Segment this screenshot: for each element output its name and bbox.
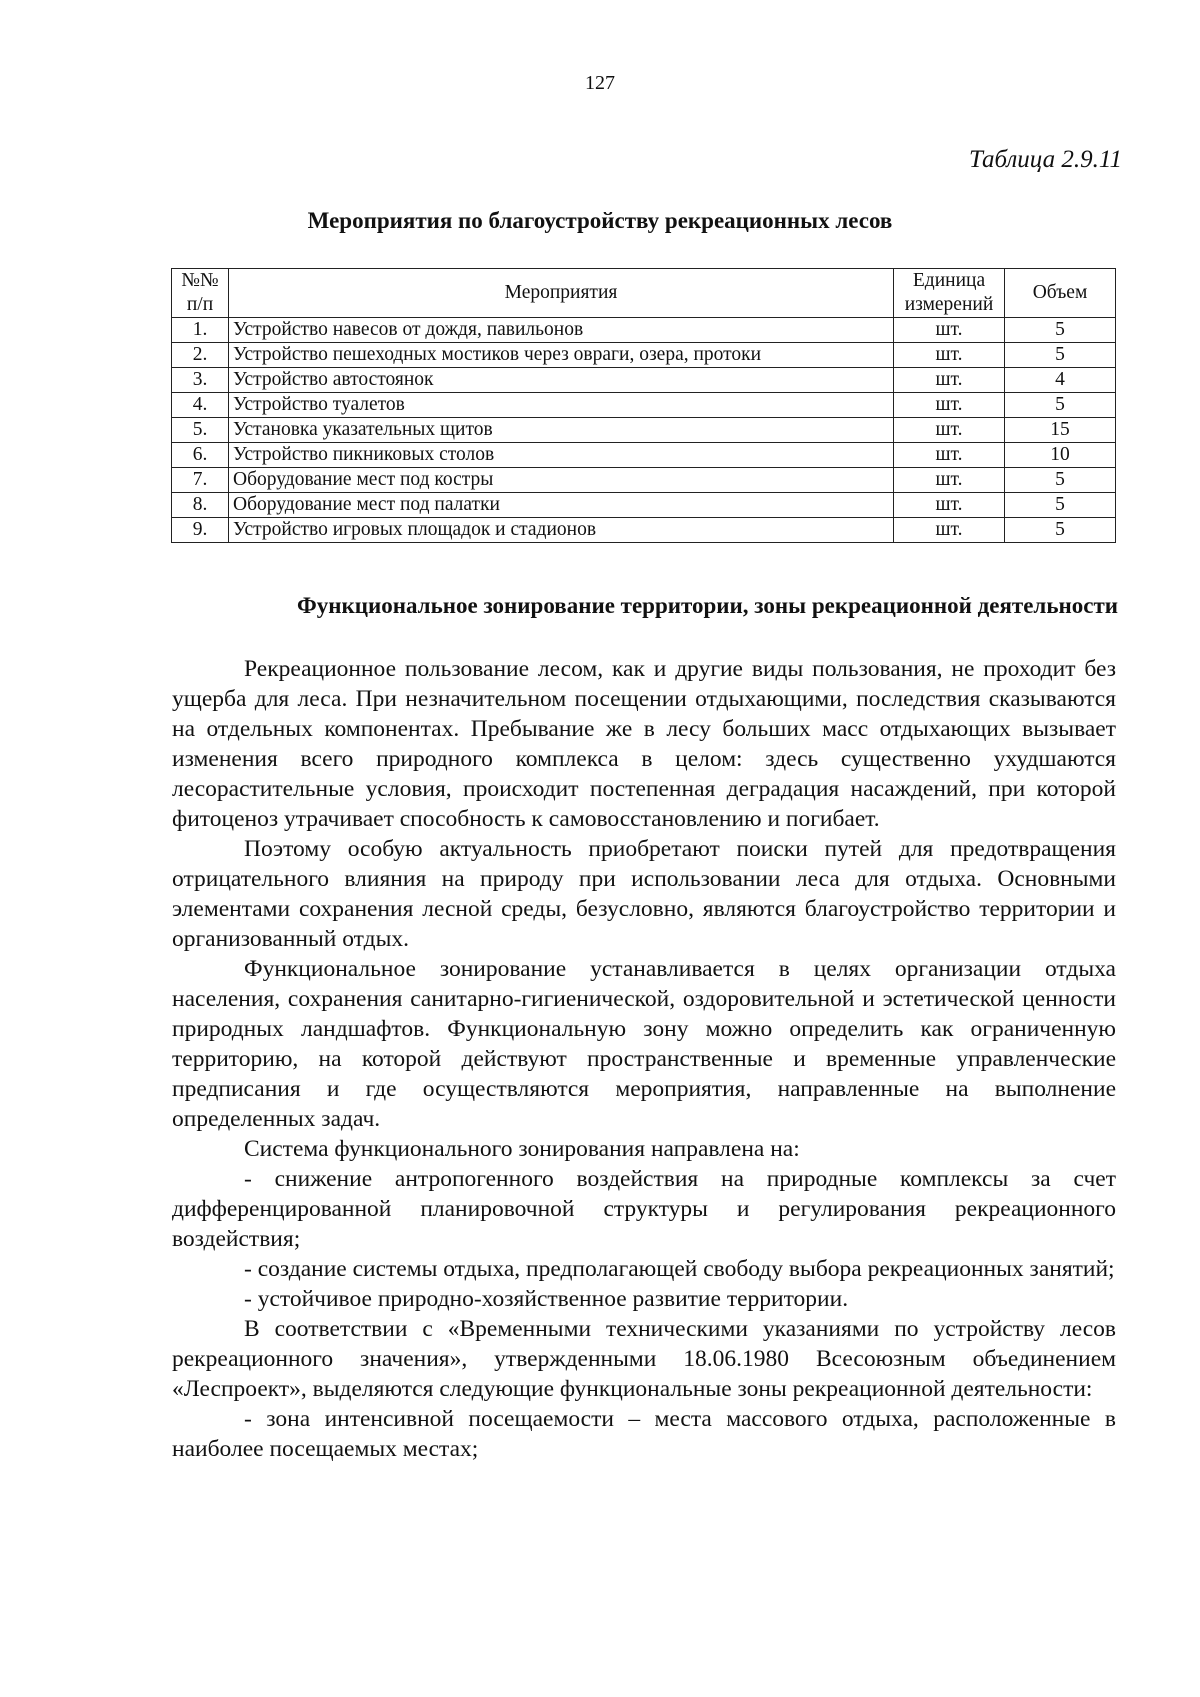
table-row xyxy=(172,393,1116,418)
row-number: 2. xyxy=(172,343,229,368)
row-unit: шт. xyxy=(894,493,1005,518)
table-row xyxy=(172,518,1116,543)
row-volume: 5 xyxy=(1005,468,1116,493)
paragraph: Поэтому особую актуальность приобретают поиски путей для предотвращения отрицательного влияния на природу при использовании леса для отдыха. Основными элементами сохранения лесной среды, безусловно, являются благоустройство территории и организованный отдых. xyxy=(172,836,1116,952)
header-number-line2: п/п xyxy=(186,294,214,315)
row-name: Устройство туалетов xyxy=(229,393,894,418)
activities-table xyxy=(171,268,1116,543)
paragraph: В соответствии с «Временными техническими указаниями по устройству лесов рекреационного значения», утвержденными 18.06.1980 Всесоюзным объединением «Леспроект», выделяются следующие функциональные зоны рекреационной деятельности: xyxy=(172,1316,1116,1402)
row-volume: 10 xyxy=(1005,443,1116,468)
row-name: Устройство пешеходных мостиков через овраги, озера, протоки xyxy=(229,343,894,368)
row-name: Устройство игровых площадок и стадионов xyxy=(229,518,894,543)
row-name: Устройство пикниковых столов xyxy=(229,443,894,468)
row-number: 9. xyxy=(172,518,229,543)
row-volume: 4 xyxy=(1005,368,1116,393)
header-unit-line2: измерений xyxy=(904,294,994,315)
row-name: Оборудование мест под костры xyxy=(229,468,894,493)
table-caption: Таблица 2.9.11 xyxy=(968,146,1122,173)
paragraph: Рекреационное пользование лесом, как и другие виды пользования, не проходит без ущерба для леса. При незначительном посещении отдыхающими, последствия сказываются на отдельных компонентах. Пребывание же в лесу больших масс отдыхающих вызывает изменения всего природного комплекса в целом: здесь существенно ухудшаются лесорастительные условия, происходит постепенная деградация насаждений, при которой фитоценоз утрачивает способность к самовосстановлению и погибает. xyxy=(172,656,1116,832)
row-name: Устройство навесов от дождя, павильонов xyxy=(229,318,894,343)
row-name: Устройство автостоянок xyxy=(229,368,894,393)
row-name: Оборудование мест под палатки xyxy=(229,493,894,518)
table-row xyxy=(172,343,1116,368)
row-volume: 15 xyxy=(1005,418,1116,443)
body-text xyxy=(172,654,1116,1464)
paragraph: Функциональное зонирование устанавливается в целях организации отдыха населения, сохранения санитарно-гигиенической, оздоровительной и эстетической ценности природных ландшафтов. Функциональную зону можно определить как ограниченную территорию, на которой действуют пространственные и временные управленческие предписания и где осуществляются мероприятия, направленные на выполнение определенных задач. xyxy=(172,956,1116,1132)
row-number: 4. xyxy=(172,393,229,418)
header-number-line1: №№ xyxy=(181,270,219,291)
row-unit: шт. xyxy=(894,368,1005,393)
row-name: Установка указательных щитов xyxy=(229,418,894,443)
table-row xyxy=(172,318,1116,343)
header-name: Мероприятия xyxy=(229,269,894,318)
table-title: Мероприятия по благоустройству рекреационных лесов xyxy=(307,208,893,233)
table-row xyxy=(172,468,1116,493)
row-volume: 5 xyxy=(1005,318,1116,343)
table-row xyxy=(172,443,1116,468)
header-unit xyxy=(894,269,1005,318)
table-row xyxy=(172,368,1116,393)
row-number: 1. xyxy=(172,318,229,343)
list-item: - устойчивое природно-хозяйственное развитие территории. xyxy=(244,1286,849,1312)
row-volume: 5 xyxy=(1005,393,1116,418)
header-number xyxy=(172,269,229,318)
page-number: 127 xyxy=(585,72,615,94)
header-unit-line1: Единица xyxy=(912,270,986,291)
list-item: - зона интенсивной посещаемости – места массового отдыха, расположенные в наиболее посещаемых местах; xyxy=(172,1406,1116,1462)
row-unit: шт. xyxy=(894,443,1005,468)
table-header-row xyxy=(172,269,1116,318)
table-row xyxy=(172,493,1116,518)
header-volume: Объем xyxy=(1005,269,1116,318)
row-unit: шт. xyxy=(894,393,1005,418)
row-volume: 5 xyxy=(1005,493,1116,518)
list-item: - создание системы отдыха, предполагающей свободу выбора рекреационных занятий; xyxy=(244,1256,1115,1282)
row-number: 7. xyxy=(172,468,229,493)
row-unit: шт. xyxy=(894,418,1005,443)
row-number: 3. xyxy=(172,368,229,393)
table-row xyxy=(172,418,1116,443)
row-volume: 5 xyxy=(1005,343,1116,368)
row-volume: 5 xyxy=(1005,518,1116,543)
row-number: 5. xyxy=(172,418,229,443)
row-number: 6. xyxy=(172,443,229,468)
row-unit: шт. xyxy=(894,518,1005,543)
row-unit: шт. xyxy=(894,468,1005,493)
row-unit: шт. xyxy=(894,343,1005,368)
list-item: - снижение антропогенного воздействия на природные комплексы за счет дифференцированной планировочной структуры и регулирования рекреационного воздействия; xyxy=(172,1166,1116,1252)
row-unit: шт. xyxy=(894,318,1005,343)
section-heading: Функциональное зонирование территории, зоны рекреационной деятельности xyxy=(296,593,1118,618)
row-number: 8. xyxy=(172,493,229,518)
paragraph: Система функционального зонирования направлена на: xyxy=(244,1136,800,1162)
